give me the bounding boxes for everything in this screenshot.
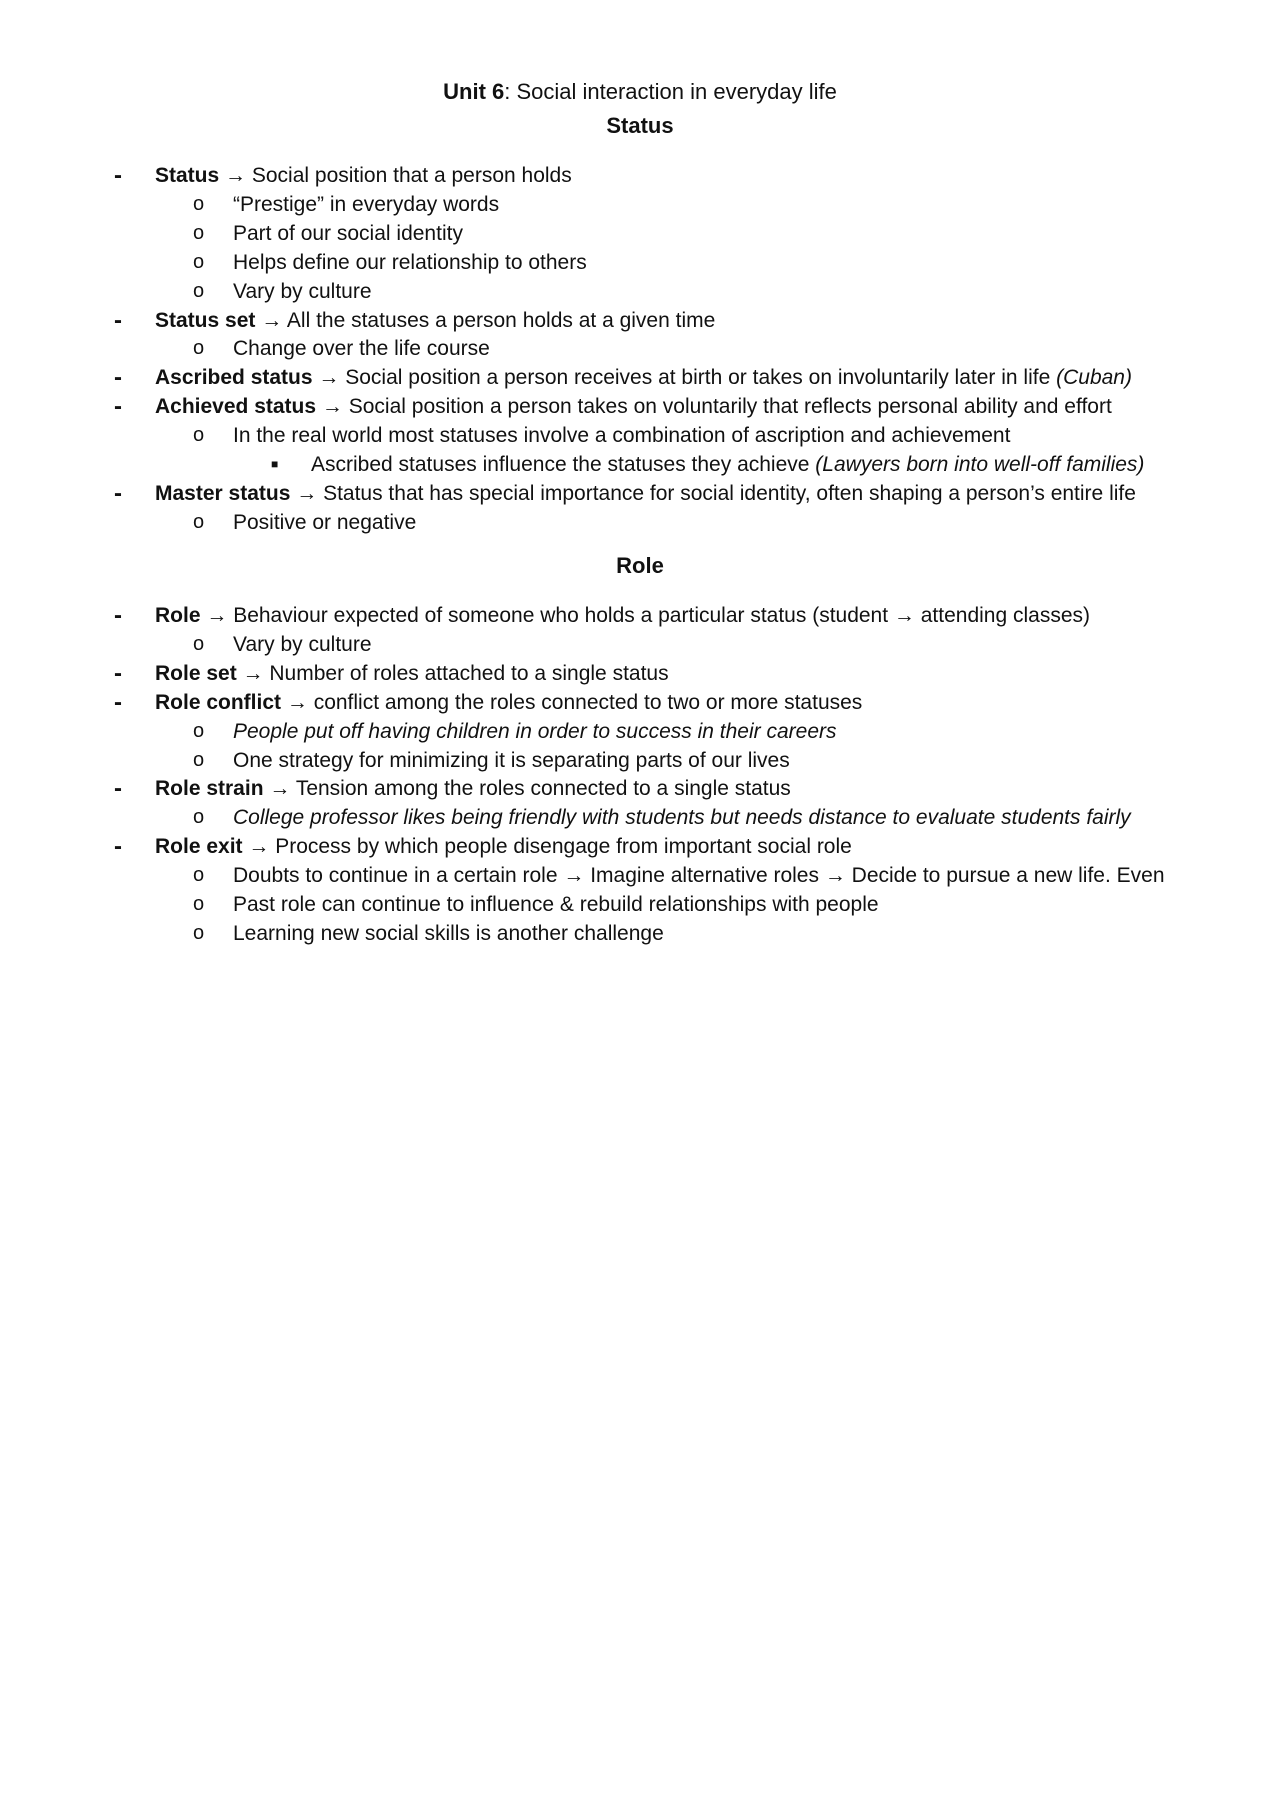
item-description: In the real world most statuses involve a combination of ascription and achievement (233, 424, 1011, 448)
circle-bullet: o (193, 921, 205, 944)
circle-bullet: o (193, 806, 205, 829)
item-term: Status set (155, 308, 256, 332)
item-description: Vary by culture (233, 632, 372, 656)
circle-bullet: o (193, 337, 205, 360)
circle-bullet: o (193, 279, 205, 302)
section-heading: Role (616, 553, 664, 578)
arrow-glyph: → (236, 661, 270, 685)
item-description: conflict among the roles connected to two or more statuses (313, 690, 863, 714)
dash-bullet: - (114, 162, 122, 189)
item-term: Role exit (155, 835, 243, 859)
item-description: Status that has special importance for social identity, often shaping a person’s entire life (323, 481, 1136, 505)
circle-bullet: o (193, 250, 205, 273)
arrow-glyph: → (290, 481, 324, 505)
item-description: Doubts to continue in a certain role → Imagine alternative roles → Decide to pursue a new life. Even (233, 864, 1165, 888)
page-title (0, 78, 1280, 106)
arrow-glyph: → (281, 690, 314, 714)
dash-bullet: - (114, 659, 122, 687)
circle-bullet: o (193, 221, 205, 244)
dash-bullet: - (114, 479, 122, 507)
list-item (0, 506, 1280, 539)
title-unit: Unit 6 (443, 79, 505, 104)
arrow-glyph: → (255, 308, 287, 332)
circle-bullet: o (193, 632, 205, 655)
item-term: Master status (155, 481, 291, 505)
item-description: Process by which people disengage from important social role (275, 835, 852, 859)
item-description: Behaviour expected of someone who holds a particular status (student → attending classes) (233, 604, 1091, 627)
item-description: Change over the life course (233, 337, 490, 361)
item-term: Status (155, 164, 220, 187)
item-description: Helps define our relationship to others (233, 250, 587, 274)
circle-bullet: o (193, 864, 205, 887)
dash-bullet: - (114, 833, 122, 861)
item-description: Social position a person takes on voluntarily that reflects personal ability and effort (348, 395, 1112, 419)
item-description: All the statuses a person holds at a given time (286, 308, 716, 332)
item-description: Learning new social skills is another challenge (233, 921, 664, 945)
dash-bullet: - (114, 602, 122, 629)
item-text (233, 917, 664, 950)
arrow-glyph: → (242, 835, 276, 859)
circle-bullet: o (193, 748, 205, 771)
item-term: Ascribed status (155, 366, 313, 390)
item-example: College professor likes being friendly with students but needs distance to evaluate students fairly (233, 806, 1131, 830)
item-description: Social position that a person holds (251, 164, 572, 187)
arrow-glyph: → (316, 395, 349, 419)
list-item (0, 917, 1280, 950)
item-term: Role (155, 604, 201, 627)
item-description: Positive or negative (233, 510, 417, 534)
arrow-glyph: → (263, 777, 296, 801)
item-term: Role conflict (155, 690, 282, 714)
item-description: “Prestige” in everyday words (233, 192, 500, 216)
circle-bullet: o (193, 719, 205, 742)
item-description: One strategy for minimizing it is separating parts of our lives (233, 748, 790, 772)
item-description: Tension among the roles connected to a single status (295, 777, 791, 801)
circle-bullet: o (193, 424, 205, 447)
dash-bullet: - (114, 775, 122, 803)
dash-bullet: - (114, 306, 122, 334)
item-term: Achieved status (155, 395, 317, 419)
dash-bullet: - (114, 393, 122, 421)
item-term: Role strain (155, 777, 264, 801)
arrow-glyph: → (219, 164, 252, 187)
arrow-glyph: → (200, 604, 234, 627)
circle-bullet: o (193, 893, 205, 915)
dash-bullet: - (114, 688, 122, 716)
item-example: (Lawyers born into well-off families) (815, 453, 1145, 476)
item-description: Past role can continue to influence & rebuild relationships with people (233, 893, 879, 916)
item-term: Role set (155, 661, 237, 685)
item-example: (Cuban) (1056, 366, 1132, 390)
item-description: Ascribed statuses influence the statuses they achieve (311, 453, 816, 476)
arrow-glyph: → (312, 366, 346, 390)
title-text: : Social interaction in everyday life (504, 79, 837, 104)
item-description: Number of roles attached to a single status (269, 661, 669, 685)
section-heading: Status (606, 113, 674, 138)
item-description: Social position a person receives at birth or takes on involuntarily later in life (345, 366, 1057, 390)
item-description: Part of our social identity (233, 221, 463, 245)
dash-bullet: - (114, 364, 122, 392)
circle-bullet: o (193, 510, 205, 533)
item-text (233, 506, 416, 539)
circle-bullet: o (193, 192, 205, 215)
item-description: Vary by culture (233, 279, 372, 303)
square-bullet: ■ (271, 457, 279, 471)
item-example: People put off having children in order to success in their careers (233, 719, 837, 743)
